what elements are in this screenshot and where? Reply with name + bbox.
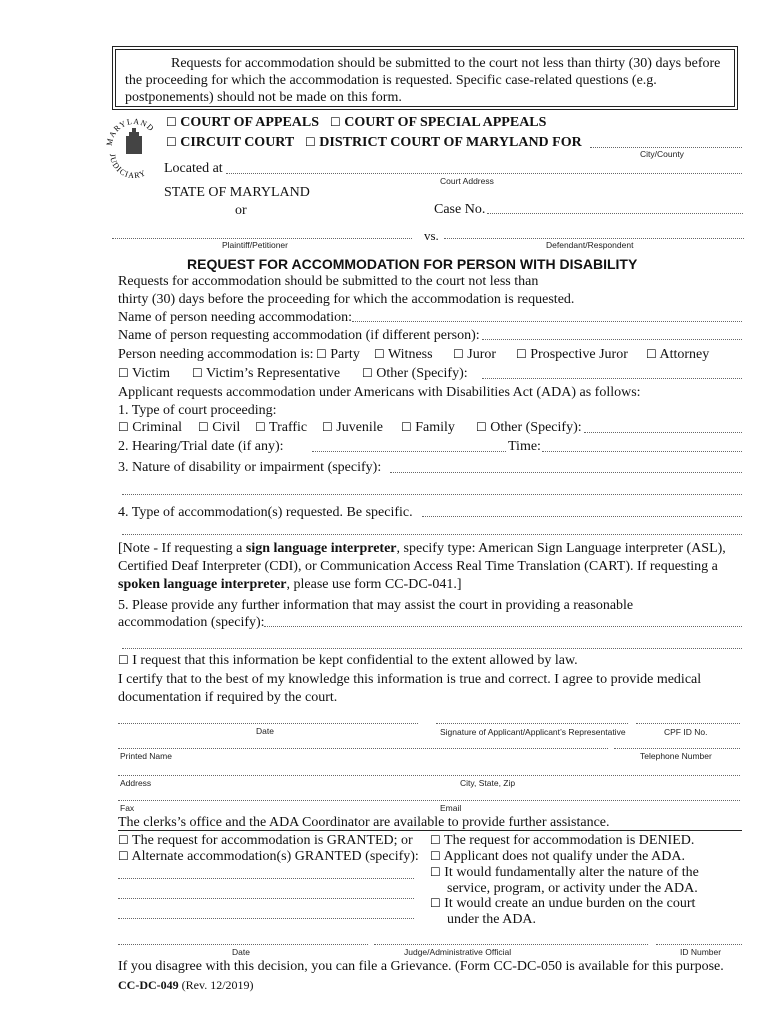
- q4-label: 4. Type of accommodation(s) requested. Be specific.: [118, 505, 413, 520]
- family-label: Family: [415, 420, 455, 435]
- witness-label: Witness: [388, 347, 433, 362]
- svg-text:JUDICIARY: [108, 153, 148, 178]
- name-requesting-field[interactable]: [482, 339, 742, 340]
- alternate-option[interactable]: [118, 848, 419, 865]
- option-victim[interactable]: [118, 365, 170, 382]
- fax-caption: Fax: [120, 803, 135, 813]
- prospective-juror-label: Prospective Juror: [530, 347, 628, 362]
- ada-line: Applicant requests accommodation under Americans with Disabilities Act (ADA) as follows:: [118, 385, 641, 400]
- clerk-line: The clerks’s office and the ADA Coordinator are available to provide further assistance.: [118, 815, 610, 830]
- traffic-checkbox[interactable]: ☐: [255, 420, 266, 434]
- note-line-1: [118, 540, 726, 557]
- court-address-caption: Court Address: [440, 176, 494, 186]
- option-family[interactable]: [401, 419, 455, 436]
- family-checkbox[interactable]: ☐: [401, 420, 412, 434]
- judge-official-field[interactable]: [374, 944, 648, 945]
- form-rev: (Rev. 12/2019): [181, 978, 254, 992]
- note-p2: , specify type: American Sign Language interpreter (ASL),: [396, 541, 726, 556]
- circuit-court-option[interactable]: [166, 134, 294, 151]
- note-sign-language: sign language interpreter: [245, 541, 397, 556]
- city-county-field[interactable]: [590, 147, 742, 148]
- other-person-checkbox[interactable]: ☐: [362, 366, 373, 380]
- confidential-checkbox[interactable]: ☐: [118, 653, 129, 667]
- time-field[interactable]: [542, 451, 742, 452]
- accommodation-field-2[interactable]: [122, 534, 742, 535]
- signature-field[interactable]: [436, 723, 628, 724]
- confidential-option[interactable]: [118, 652, 578, 669]
- judge-official-caption: Judge/Administrative Official: [404, 947, 512, 957]
- q5-line-1: 5. Please provide any further information that may assist the court in providing a reasonable: [118, 598, 634, 613]
- district-court-checkbox[interactable]: ☐: [305, 135, 316, 149]
- traffic-label: Traffic: [269, 420, 308, 435]
- civil-checkbox[interactable]: ☐: [198, 420, 209, 434]
- address-field[interactable]: [118, 775, 740, 776]
- option-witness[interactable]: [374, 346, 433, 363]
- alternate-checkbox[interactable]: ☐: [118, 849, 129, 863]
- time-label: Time:: [508, 439, 541, 454]
- disability-field-2[interactable]: [122, 494, 742, 495]
- denied-label: The request for accommodation is DENIED.: [444, 833, 695, 848]
- printed-name-field[interactable]: [118, 748, 608, 749]
- judge-id-caption: ID Number: [680, 947, 722, 957]
- option-traffic[interactable]: [255, 419, 307, 436]
- granted-label: The request for accommodation is GRANTED; or: [132, 833, 413, 848]
- email-caption: Email: [440, 803, 462, 813]
- case-no-field[interactable]: [487, 213, 743, 214]
- alternate-label: Alternate accommodation(s) GRANTED (specify):: [131, 849, 419, 864]
- option-party[interactable]: [316, 346, 360, 363]
- not-qualify-option[interactable]: [430, 848, 685, 865]
- alternate-field-3[interactable]: [118, 918, 414, 919]
- intro-line-2: thirty (30) days before the proceeding for which the accommodation is requested.: [118, 292, 575, 307]
- burden-label-1: It would create an undue burden on the court: [444, 896, 696, 911]
- note-p1: [Note - If requesting a: [118, 541, 246, 556]
- juror-label: Juror: [467, 347, 497, 362]
- confidential-label: I request that this information be kept confidential to the extent allowed by law.: [132, 653, 578, 668]
- juror-checkbox[interactable]: ☐: [453, 347, 464, 361]
- denied-checkbox[interactable]: ☐: [430, 833, 441, 847]
- date-field[interactable]: [118, 723, 418, 724]
- victim-checkbox[interactable]: ☐: [118, 366, 129, 380]
- fax-email-field[interactable]: [118, 800, 740, 801]
- alter-label-2: service, program, or activity under the ADA.: [447, 881, 698, 896]
- certify-line-2: documentation if required by the court.: [118, 690, 338, 705]
- court-of-appeals-option[interactable]: [166, 114, 319, 131]
- court-address-field[interactable]: [226, 173, 742, 174]
- cpf-field[interactable]: [636, 723, 740, 724]
- judge-date-field[interactable]: [118, 944, 368, 945]
- district-court-label: DISTRICT COURT OF MARYLAND FOR: [319, 135, 582, 150]
- option-juror[interactable]: [453, 346, 496, 363]
- date-caption: Date: [256, 726, 274, 736]
- note-line-3: [118, 576, 461, 593]
- option-prospective-juror[interactable]: [516, 346, 628, 363]
- intro-line-1: Requests for accommodation should be submitted to the court not less than: [118, 274, 539, 289]
- page-title: REQUEST FOR ACCOMMODATION FOR PERSON WITH DISABILITY: [187, 256, 638, 272]
- name-requesting-label: Name of person requesting accommodation (if different person):: [118, 328, 480, 343]
- accommodation-field[interactable]: [422, 516, 742, 517]
- divider: [118, 830, 742, 831]
- option-juvenile[interactable]: [322, 419, 383, 436]
- court-of-special-appeals-option[interactable]: [330, 114, 546, 131]
- not-qualify-label: Applicant does not qualify under the ADA.: [443, 849, 685, 864]
- name-needing-field[interactable]: [352, 321, 742, 322]
- victim-label: Victim: [132, 366, 171, 381]
- witness-checkbox[interactable]: ☐: [374, 347, 385, 361]
- q2-label: 2. Hearing/Trial date (if any):: [118, 439, 284, 454]
- alternate-field-2[interactable]: [118, 898, 414, 899]
- other-proceeding-label: Other (Specify):: [490, 420, 582, 435]
- burden-label-2: under the ADA.: [447, 912, 537, 927]
- other-person-field[interactable]: [482, 378, 742, 379]
- denied-option[interactable]: [430, 832, 694, 849]
- printed-name-caption: Printed Name: [120, 751, 172, 761]
- form-code: CC-DC-049: [118, 978, 179, 992]
- other-person-label: Other (Specify):: [376, 366, 468, 381]
- juvenile-label: Juvenile: [336, 420, 383, 435]
- criminal-label: Criminal: [132, 420, 183, 435]
- telephone-field[interactable]: [614, 748, 740, 749]
- option-other-person[interactable]: [362, 365, 468, 382]
- city-state-zip-caption: City, State, Zip: [460, 778, 516, 788]
- court-of-special-appeals-label: COURT OF SPECIAL APPEALS: [344, 115, 547, 130]
- further-info-field[interactable]: [264, 626, 742, 627]
- prospective-juror-checkbox[interactable]: ☐: [516, 347, 527, 361]
- party-checkbox[interactable]: ☐: [316, 347, 327, 361]
- not-qualify-checkbox[interactable]: ☐: [430, 849, 441, 863]
- signature-caption: Signature of Applicant/Applicant’s Representative: [440, 727, 626, 737]
- criminal-checkbox[interactable]: ☐: [118, 420, 129, 434]
- granted-checkbox[interactable]: ☐: [118, 833, 129, 847]
- cpf-caption: CPF ID No.: [664, 727, 708, 737]
- option-other-proceeding[interactable]: [476, 419, 582, 436]
- court-of-appeals-checkbox[interactable]: ☐: [166, 115, 177, 129]
- alter-label-1: It would fundamentally alter the nature of the: [444, 865, 699, 880]
- notice-text: Requests for accommodation should be submitted to the court not less than thirty (30) days before the proceeding for which the accommodation is requested. Specific case-related questions (e.g. postponements) should not be made on this form.: [125, 56, 721, 105]
- disability-field[interactable]: [390, 472, 742, 473]
- burden-checkbox[interactable]: ☐: [430, 896, 441, 910]
- victims-representative-checkbox[interactable]: ☐: [192, 366, 203, 380]
- alter-checkbox[interactable]: ☐: [430, 865, 441, 879]
- burden-option[interactable]: [430, 895, 695, 912]
- district-court-option[interactable]: [305, 134, 582, 151]
- note-line-2: Certified Deaf Interpreter (CDI), or Communication Access Real Time Translation (CART). If requesting a: [118, 559, 718, 574]
- option-attorney[interactable]: [646, 346, 709, 363]
- note-spoken-language: spoken language interpreter: [118, 577, 287, 592]
- note-p3: , please use form CC-DC-041.]: [286, 577, 462, 592]
- notice-box: [112, 46, 738, 110]
- form-id: [118, 978, 254, 993]
- person-is-label: Person needing accommodation is:: [118, 347, 314, 362]
- juvenile-checkbox[interactable]: ☐: [322, 420, 333, 434]
- address-caption: Address: [120, 778, 152, 788]
- city-county-caption: City/County: [640, 149, 684, 159]
- located-at-label: Located at: [164, 161, 223, 176]
- alter-option[interactable]: [430, 864, 699, 881]
- seal-bottom-text: JUDICIARY: [107, 153, 148, 178]
- option-civil[interactable]: [198, 419, 240, 436]
- defendant-field[interactable]: [444, 238, 744, 239]
- party-label: Party: [330, 347, 360, 362]
- or-label: or: [235, 203, 247, 218]
- certify-line-1: I certify that to the best of my knowledge this information is true and correct. I agree to provide medical: [118, 672, 702, 687]
- telephone-caption: Telephone Number: [640, 751, 712, 761]
- plaintiff-field[interactable]: [112, 238, 412, 239]
- granted-option[interactable]: [118, 832, 413, 849]
- attorney-checkbox[interactable]: ☐: [646, 347, 657, 361]
- judge-id-field[interactable]: [656, 944, 742, 945]
- alternate-field-1[interactable]: [118, 878, 414, 879]
- option-victims-representative[interactable]: [192, 365, 340, 382]
- circuit-court-label: CIRCUIT COURT: [180, 135, 295, 150]
- q3-label: 3. Nature of disability or impairment (specify):: [118, 460, 382, 475]
- plaintiff-caption: Plaintiff/Petitioner: [222, 240, 288, 250]
- q5-line-2: accommodation (specify):: [118, 615, 265, 630]
- civil-label: Civil: [212, 420, 241, 435]
- case-no-label: Case No.: [434, 202, 486, 217]
- attorney-label: Attorney: [659, 347, 710, 362]
- court-of-special-appeals-checkbox[interactable]: ☐: [330, 115, 341, 129]
- hearing-date-field[interactable]: [312, 451, 506, 452]
- seal-top-text: MARYLAND: [104, 116, 156, 147]
- q1-label: 1. Type of court proceeding:: [118, 403, 277, 418]
- court-of-appeals-label: COURT OF APPEALS: [180, 115, 320, 130]
- other-proceeding-field[interactable]: [584, 432, 742, 433]
- name-needing-label: Name of person needing accommodation:: [118, 310, 353, 325]
- vs-label: vs.: [424, 228, 439, 243]
- other-proceeding-checkbox[interactable]: ☐: [476, 420, 487, 434]
- judge-date-caption: Date: [232, 947, 250, 957]
- victims-representative-label: Victim’s Representative: [206, 366, 341, 381]
- further-info-field-2[interactable]: [122, 648, 742, 649]
- circuit-court-checkbox[interactable]: ☐: [166, 135, 177, 149]
- maryland-judiciary-seal-icon: [104, 112, 164, 178]
- option-criminal[interactable]: [118, 419, 182, 436]
- state-of-maryland-label: STATE OF MARYLAND: [164, 185, 310, 200]
- grievance-line: If you disagree with this decision, you can file a Grievance. (Form CC-DC-050 is available for this purpose.: [118, 959, 724, 974]
- defendant-caption: Defendant/Respondent: [546, 240, 634, 250]
